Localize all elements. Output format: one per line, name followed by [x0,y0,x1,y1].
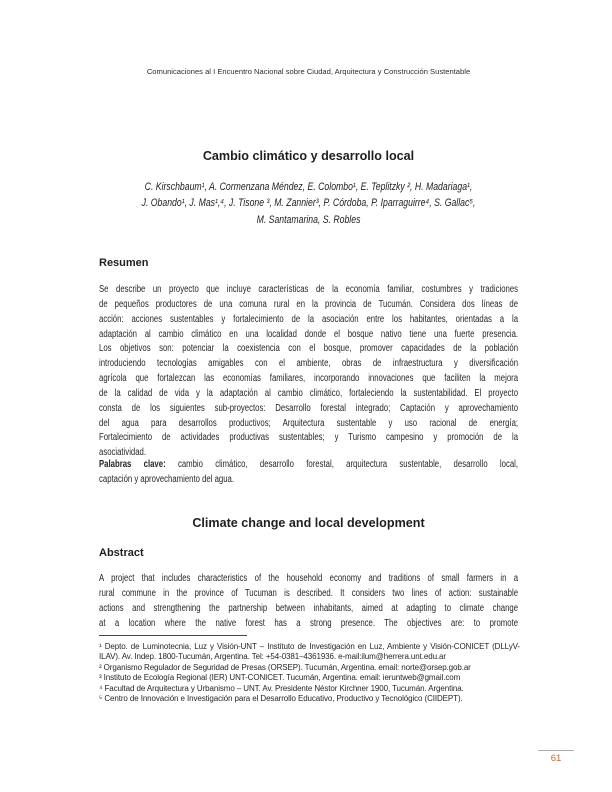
footnote-3: ³ Instituto de Ecología Regional (IER) UNT-CONICET. Tucumán, Argentina. email: ieruntweb@gmail.com [99,673,461,683]
resumen-line: adaptación al cambio climático en una localidad donde el bosque nativo tiene una fuerte presencia. [99,328,519,340]
resumen-line: Se describe un proyecto que incluye características de la economía familiar, costumbres y tradiciones [99,284,519,295]
resumen-line: agrícola que fortalezcan las economías familiares, incorporando innovaciones que faciliten la mejora [99,373,519,385]
footnote-separator [99,635,247,636]
resumen-line: Fortalecimiento de actividades productivas sustentables; y Turismo campesino y promoción de la [99,432,519,444]
heading-abstract: Abstract [99,547,144,559]
abstract-line: rural commune in the province of Tucuman is described. It considers two lines of action: sustainable [99,587,519,599]
resumen-line: de pequeños productores de una comuna rural en la provincia de Tucumán. Considera dos líneas de [99,298,519,310]
page-number: 61 [550,753,562,764]
resumen-line: introduciendo tecnologías amigables con el ambiente, obras de infraestructura y diversificación [99,358,519,370]
resumen-line: asociatividad. [99,447,147,459]
footnote-4: ⁴ Facultad de Arquitectura y Urbanismo – UNT. Av. Presidente Néstor Kirchner 1900, Tucumán. Argentina. [99,683,464,693]
resumen-line: consta de los siguientes sub-proyectos: Desarrollo forestal integrado; Captación y aprovechamiento [99,402,519,414]
footnote-2: ² Organismo Regulador de Seguridad de Presas (ORSEP). Tucumán, Argentina. email: norte@orsep.gob.ar [99,662,471,672]
page-number-rule [538,750,574,751]
keywords-line: captación y aprovechamiento del agua. [99,473,235,485]
footnote-5: ⁵ Centro de Innovación e Investigación para el Desarrollo Educativo, Productivo y Tecnológico (CIIDEPT). [99,694,463,704]
author-line-3: M. Santamarina, S. Robles [256,213,361,226]
author-line-2: J. Obando¹, J. Mas¹,⁴, J. Tisone ³, M. Zannier³, P. Córdoba, P. Iparraguirre⁴, S. Gallac⁵, [141,197,476,210]
keywords-line [99,458,518,473]
resumen-line: Los objetivos son: potenciar la coexistencia con el bosque, promover capacidades de la población [99,343,519,355]
keywords-label: Palabras clave: [99,459,166,470]
footnote-block [99,642,520,705]
running-header: Comunicaciones al I Encuentro Nacional sobre Ciudad, Arquitectura y Construcción Sustentable [146,67,471,76]
resumen-line: del agua para desarrollos productivos; Arquitectura sustentable y uso racional de energía; [99,417,519,429]
resumen-line: de la calidad de vida y la adaptación al cambio climático, fortaleciendo la sustentabilidad. El proyecto [99,387,519,399]
author-block [99,179,518,228]
heading-resumen: Resumen [99,257,149,269]
footnote-1: ¹ Depto. de Luminotecnia, Luz y Visión-UNT – Instituto de Investigación en Luz, Ambiente y Visión-CONICET (DLLyV-ILAV). Av. Indep. 1800-Tucumán, Argentina. Tel: +54-0381–4361936. e-mail:ilum@herrera.unt.edu.ar [99,642,520,662]
abstract-line: actions and strengthening the partnership between inhabitants, aimed at adapting to climate change [99,602,519,614]
keywords-paragraph [99,458,518,488]
article-title-en: Climate change and local development [192,516,425,530]
article-title-es: Cambio climático y desarrollo local [202,149,415,163]
abstract-line: A project that includes characteristics of the household economy and traditions of small farmers in a [99,573,519,584]
resumen-paragraph [99,283,518,461]
abstract-paragraph [99,572,518,631]
author-line-1: C. Kirschbaum¹, A. Cormenzana Méndez, E. Colombo¹, E. Teplitzky ², H. Madariaga¹, [144,181,473,193]
resumen-line: acción: acciones sustentables y fortalecimiento de la asociación entre los habitantes, orientadas a la [99,313,519,325]
keywords-text: cambio climático, desarrollo forestal, arquitectura sustentable, desarrollo local, [165,459,519,470]
abstract-line: at a location where the native forest has a strong presence. The objectives are: to promote [99,617,519,629]
